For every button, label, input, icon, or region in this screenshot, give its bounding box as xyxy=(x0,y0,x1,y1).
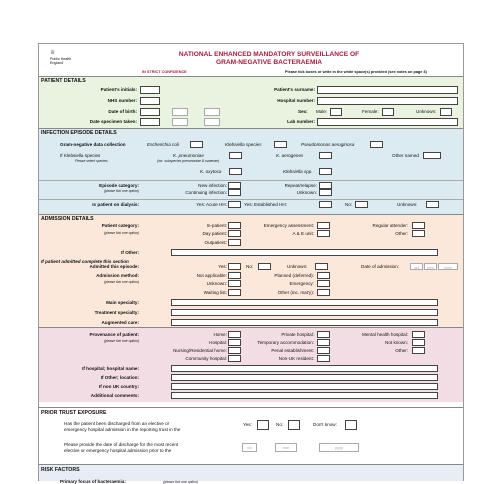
waiting-list-label: Waiting list: xyxy=(203,290,227,295)
admission-method-note: (please tick one option) xyxy=(103,280,139,284)
sex-unknown-checkbox[interactable] xyxy=(440,108,452,116)
outpatient-checkbox[interactable] xyxy=(228,239,241,246)
home-checkbox[interactable] xyxy=(228,331,241,338)
dob-month-field[interactable] xyxy=(172,108,188,116)
other-named-label: Other named xyxy=(392,153,419,158)
non-uk-resident-checkbox[interactable] xyxy=(317,355,330,362)
dialysis-label: Is patient on dialysis: xyxy=(92,202,139,207)
new-infection-label: New infection: xyxy=(198,183,227,188)
admission-date-label: Date of admission: xyxy=(361,264,400,269)
kpneumoniae-checkbox[interactable] xyxy=(229,152,242,159)
hospital-number-label: Hospital number: xyxy=(277,98,315,103)
sex-male-label: Male: xyxy=(316,109,328,114)
inpatient-label: In-patient: xyxy=(206,223,227,228)
kpneumoniae-note: (inc. subspecies pneumoniae & ozaenae) xyxy=(157,159,220,163)
private-hospital-checkbox[interactable] xyxy=(317,331,330,338)
discharge-yes-checkbox[interactable] xyxy=(257,420,269,430)
dialysis-acute-label: Yes: Acute HH: xyxy=(196,202,227,207)
sex-male-checkbox[interactable] xyxy=(330,108,342,116)
instructions-text: Please tick boxes or write in the white space(s) provided (see notes on page 3) xyxy=(285,70,427,74)
specimen-month-field[interactable] xyxy=(172,118,188,126)
patient-initials-label: Patient's initials: xyxy=(100,87,137,92)
confidentiality-label: IN STRICT CONFIDENCE xyxy=(142,70,187,74)
nursing-home-label: Nursing/Residential home: xyxy=(173,348,227,353)
not-applicable-label: Not applicable: xyxy=(196,273,227,278)
dob-label: Date of birth: xyxy=(108,109,137,114)
hospital-name-field[interactable] xyxy=(171,365,438,372)
admission-details-section xyxy=(39,214,463,327)
discharge-year-field[interactable]: yyyy xyxy=(319,443,359,452)
provenance-other-label: Other: xyxy=(395,348,408,353)
infection-divider xyxy=(39,180,463,181)
kspp-label: Klebsiella spp. xyxy=(283,169,313,174)
ae-unit-label: A & E unit: xyxy=(292,231,314,236)
regular-attender-label: Regular attender: xyxy=(372,223,408,228)
not-applicable-checkbox[interactable] xyxy=(228,272,241,279)
form-page xyxy=(38,43,464,484)
private-hospital-label: Private hospital: xyxy=(281,332,314,337)
admission-year-field[interactable]: yyyy xyxy=(438,263,458,270)
specimen-date-label: Date specimen taken: xyxy=(89,119,137,124)
surname-field[interactable] xyxy=(317,86,458,94)
admitted-unknown-checkbox[interactable] xyxy=(315,263,328,270)
augmented-care-label: Augmented care: xyxy=(101,320,139,325)
community-hospital-checkbox[interactable] xyxy=(228,355,241,362)
nhs-number-field[interactable] xyxy=(140,97,160,105)
prior-trust-section xyxy=(39,407,463,463)
form-title-line1: NATIONAL ENHANCED MANDATORY SURVEILLANCE OF xyxy=(178,51,360,58)
infection-episode-title: INFECTION EPISODE DETAILS xyxy=(41,130,117,136)
nhs-number-label: NHS number: xyxy=(107,98,137,103)
hospital-name-label: If hospital; hospital name: xyxy=(82,366,139,371)
hospital-number-field[interactable] xyxy=(317,97,458,105)
patient-initials-field[interactable] xyxy=(140,86,160,94)
admission-method-label: Admission method: xyxy=(96,273,139,278)
other-maternity-label: Other (inc. mat'y): xyxy=(277,290,314,295)
method-unknown-checkbox[interactable] xyxy=(228,280,241,287)
pseudomonas-checkbox[interactable] xyxy=(370,141,383,148)
discharge-yes-label: Yes: xyxy=(243,422,252,427)
primary-focus-label: Primary focus of bacteraemia: xyxy=(60,479,126,484)
admitted-no-checkbox[interactable] xyxy=(258,263,271,270)
sex-unknown-label: Unknown: xyxy=(416,109,437,114)
org-line2: England xyxy=(50,61,64,66)
provenance-other-checkbox[interactable] xyxy=(412,347,425,354)
outpatient-label: Outpatient: xyxy=(204,240,227,245)
sex-label: Sex: xyxy=(298,109,308,114)
discharge-dont-know-checkbox[interactable] xyxy=(345,420,357,430)
risk-factors-title: RISK FACTORS xyxy=(41,467,80,473)
provenance-section xyxy=(39,327,463,402)
category-other-checkbox[interactable] xyxy=(412,230,425,237)
dialysis-no-checkbox[interactable] xyxy=(355,201,368,208)
penal-establishment-label: Penal establishment: xyxy=(271,348,314,353)
not-known-label: Not known: xyxy=(385,340,408,345)
emergency-assessment-label: Emergency assessment: xyxy=(263,223,314,228)
waiting-list-checkbox[interactable] xyxy=(228,289,241,296)
other-location-label: If Other; location: xyxy=(100,375,139,380)
discharge-day-field[interactable]: dd xyxy=(242,443,257,452)
additional-comments-label: Additional comments: xyxy=(90,393,139,398)
episode-unknown-label: Unknown: xyxy=(296,190,317,195)
dialysis-unknown-checkbox[interactable] xyxy=(426,201,439,208)
dob-year-field[interactable] xyxy=(204,108,220,116)
admission-details-title: ADMISSION DETAILS xyxy=(41,216,94,222)
dialysis-no-label: No: xyxy=(345,202,353,207)
additional-comments-field[interactable] xyxy=(171,392,438,399)
temporary-accommodation-label: Temporary accommodation: xyxy=(257,340,314,345)
hospital-label: Hospital: xyxy=(209,340,227,345)
kpneumoniae-label: K. pneumoniae xyxy=(173,153,204,158)
specimen-date-field[interactable] xyxy=(140,118,160,126)
ecoli-checkbox[interactable] xyxy=(190,141,203,148)
day-patient-label: Day patient: xyxy=(202,231,227,236)
discharge-date-question-line1: Please provide the date of discharge for the most recent xyxy=(64,442,179,447)
dialysis-established-label: Yes: Established HH: xyxy=(244,202,287,207)
patient-category-label: Patient category: xyxy=(101,223,139,228)
admitted-yes-label: Yes: xyxy=(218,264,227,269)
ae-unit-checkbox[interactable] xyxy=(317,230,330,237)
surname-label: Patient's surname: xyxy=(274,87,315,92)
klebsiella-label: Klebsiella species xyxy=(225,142,262,147)
admitted-no-label: No: xyxy=(246,264,254,269)
kspp-checkbox[interactable] xyxy=(319,168,332,175)
non-uk-country-field[interactable] xyxy=(171,383,438,390)
discharge-question-line1: Has the patient been discharged from an elective or xyxy=(64,421,170,426)
augmented-care-field[interactable] xyxy=(171,319,438,326)
gram-negative-label: Gram-negative data collection xyxy=(60,142,126,147)
episode-category-note: (please tick one option) xyxy=(103,189,139,193)
klebsiella-checkbox[interactable] xyxy=(274,141,287,148)
dialysis-divider xyxy=(39,199,463,200)
planned-label: Planned (deferred): xyxy=(274,273,314,278)
episode-category-label: Episode category: xyxy=(99,183,139,188)
penal-establishment-checkbox[interactable] xyxy=(317,347,330,354)
episode-unknown-checkbox[interactable] xyxy=(319,189,332,196)
select-species-note: Please select species xyxy=(75,159,108,163)
mental-health-label: Mental health hospital: xyxy=(362,332,408,337)
emergency-label: Emergency: xyxy=(289,281,314,286)
provenance-note: (please tick one option) xyxy=(103,339,139,343)
kaerogenes-label: K. aerogenes xyxy=(276,153,304,158)
kaerogenes-checkbox[interactable] xyxy=(319,152,332,159)
discharge-question-line2: emergency hospital admission in the reporting trust in the xyxy=(64,427,181,432)
dialysis-unknown-label: Unknown: xyxy=(397,202,418,207)
not-known-checkbox[interactable] xyxy=(412,339,425,346)
lab-number-field[interactable] xyxy=(317,118,458,126)
dialysis-acute-checkbox[interactable] xyxy=(228,201,241,208)
main-specialty-field[interactable] xyxy=(171,299,438,306)
repeat-relapse-label: Repeat/relapse: xyxy=(284,183,317,188)
org-line1: Public Health xyxy=(50,57,72,61)
regular-attender-checkbox[interactable] xyxy=(412,222,425,229)
prior-trust-title: PRIOR TRUST EXPOSURE xyxy=(41,410,107,416)
category-other-label: Other: xyxy=(395,231,408,236)
infection-episode-section xyxy=(39,128,463,214)
community-hospital-label: Community hospital: xyxy=(185,356,227,361)
discharge-date-question-line2: elective or emergency hospital admission prior to the xyxy=(64,448,172,453)
form-title-line2: GRAM-NEGATIVE BACTERAEMIA xyxy=(215,59,323,66)
lab-number-label: Lab number: xyxy=(287,119,315,124)
other-named-field[interactable] xyxy=(423,152,441,159)
crest-icon: ♕ xyxy=(50,50,56,56)
if-klebsiella-label: If Klebsiella species xyxy=(60,153,101,158)
koxytoca-checkbox[interactable] xyxy=(229,168,242,175)
day-patient-checkbox[interactable] xyxy=(228,230,241,237)
koxytoca-label: K. oxytoca xyxy=(200,169,222,174)
patient-details-section xyxy=(39,76,463,128)
continuing-infection-label: Continuing infection: xyxy=(185,190,227,195)
if-admitted-heading: If patient admitted complete this section xyxy=(41,259,129,264)
non-uk-resident-label: Non-UK resident: xyxy=(278,356,314,361)
admitted-yes-checkbox[interactable] xyxy=(228,263,241,270)
treatment-specialty-field[interactable] xyxy=(171,309,438,316)
other-location-field[interactable] xyxy=(171,374,438,381)
ecoli-label: Escherichia coli xyxy=(147,142,179,147)
admitted-label: Admitted this episode: xyxy=(89,264,139,269)
patient-details-title: PATIENT DETAILS xyxy=(41,78,86,84)
if-other-label: If Other: xyxy=(121,250,139,255)
mental-health-checkbox[interactable] xyxy=(412,331,425,338)
pseudomonas-label: Pseudomonas aeruginosa xyxy=(301,142,355,147)
dialysis-established-checkbox[interactable] xyxy=(319,201,332,208)
emergency-assessment-checkbox[interactable] xyxy=(317,222,330,229)
nursing-home-checkbox[interactable] xyxy=(228,347,241,354)
discharge-no-label: No: xyxy=(276,422,284,427)
planned-checkbox[interactable] xyxy=(317,272,330,279)
new-infection-checkbox[interactable] xyxy=(228,182,241,189)
sex-female-label: Female: xyxy=(362,109,379,114)
provenance-label: Provenance of patient: xyxy=(89,332,139,337)
continuing-infection-checkbox[interactable] xyxy=(228,189,241,196)
sex-female-checkbox[interactable] xyxy=(382,108,394,116)
emergency-checkbox[interactable] xyxy=(317,280,330,287)
org-logo xyxy=(50,57,71,65)
method-unknown-label: Unknown: xyxy=(206,281,227,286)
inpatient-checkbox[interactable] xyxy=(228,222,241,229)
non-uk-country-label: If non UK country: xyxy=(98,384,139,389)
repeat-relapse-checkbox[interactable] xyxy=(319,182,332,189)
dob-field[interactable] xyxy=(140,108,160,116)
temporary-accommodation-checkbox[interactable] xyxy=(317,339,330,346)
main-specialty-label: Main specialty: xyxy=(106,300,139,305)
admitted-unknown-label: Unknown: xyxy=(287,264,308,269)
discharge-dont-know-label: Don't know: xyxy=(313,422,337,427)
patient-category-note: (please tick one option) xyxy=(103,231,139,235)
admission-day-field[interactable]: dd xyxy=(410,263,423,270)
discharge-no-checkbox[interactable] xyxy=(288,420,300,430)
primary-focus-note: (please tick one option) xyxy=(163,480,199,484)
discharge-month-field[interactable]: mm xyxy=(275,443,297,452)
home-label: Home: xyxy=(213,332,227,337)
specimen-year-field[interactable] xyxy=(204,118,220,126)
admission-month-field[interactable]: mm xyxy=(424,263,437,270)
if-other-field[interactable] xyxy=(171,249,438,256)
risk-factors-section xyxy=(39,464,463,484)
other-maternity-checkbox[interactable] xyxy=(317,289,330,296)
treatment-specialty-label: Treatment specialty: xyxy=(94,310,139,315)
hospital-checkbox[interactable] xyxy=(228,339,241,346)
